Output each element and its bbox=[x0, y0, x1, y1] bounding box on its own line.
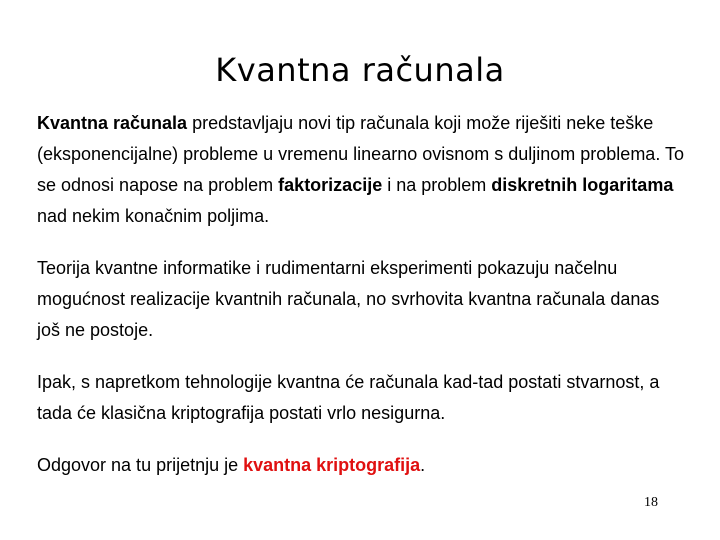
answer-text-1: Odgovor na tu prijetnju je bbox=[37, 455, 244, 475]
intro-text-1: predstavljaju novi tip računala koji može riješiti neke teške (eksponencijalne) probleme u vremenu linearno ovisnom s duljinom problema. To se odnosi napose na problem bbox=[37, 113, 685, 195]
term-quantum-computers: Kvantna računala bbox=[37, 113, 188, 133]
answer-text-2: . bbox=[420, 455, 426, 475]
intro-text-2: i na problem bbox=[382, 175, 492, 195]
paragraph-theory: Teorija kvantne informatike i rudimentarni eksperimenti pokazuju načelnu mogućnost realizacije kvantnih računala, no svrhovita kvantna računala danas još ne postoje. bbox=[37, 258, 660, 340]
page-number: 18 bbox=[644, 495, 658, 510]
slide-body bbox=[37, 108, 687, 481]
paragraph-answer bbox=[37, 450, 687, 481]
term-quantum-cryptography: kvantna kriptografija bbox=[243, 455, 421, 475]
term-discrete-logarithms: diskretnih logaritama bbox=[491, 175, 674, 195]
paragraph-intro bbox=[37, 108, 687, 232]
slide-title: Kvantna računala bbox=[215, 51, 505, 89]
paragraph-future: Ipak, s napretkom tehnologije kvantna će računala kad-tad postati stvarnost, a tada će klasična kriptografija postati vrlo nesigurna. bbox=[37, 372, 660, 423]
intro-text-3: nad nekim konačnim poljima. bbox=[37, 206, 270, 226]
term-factorization: faktorizacije bbox=[278, 175, 383, 195]
